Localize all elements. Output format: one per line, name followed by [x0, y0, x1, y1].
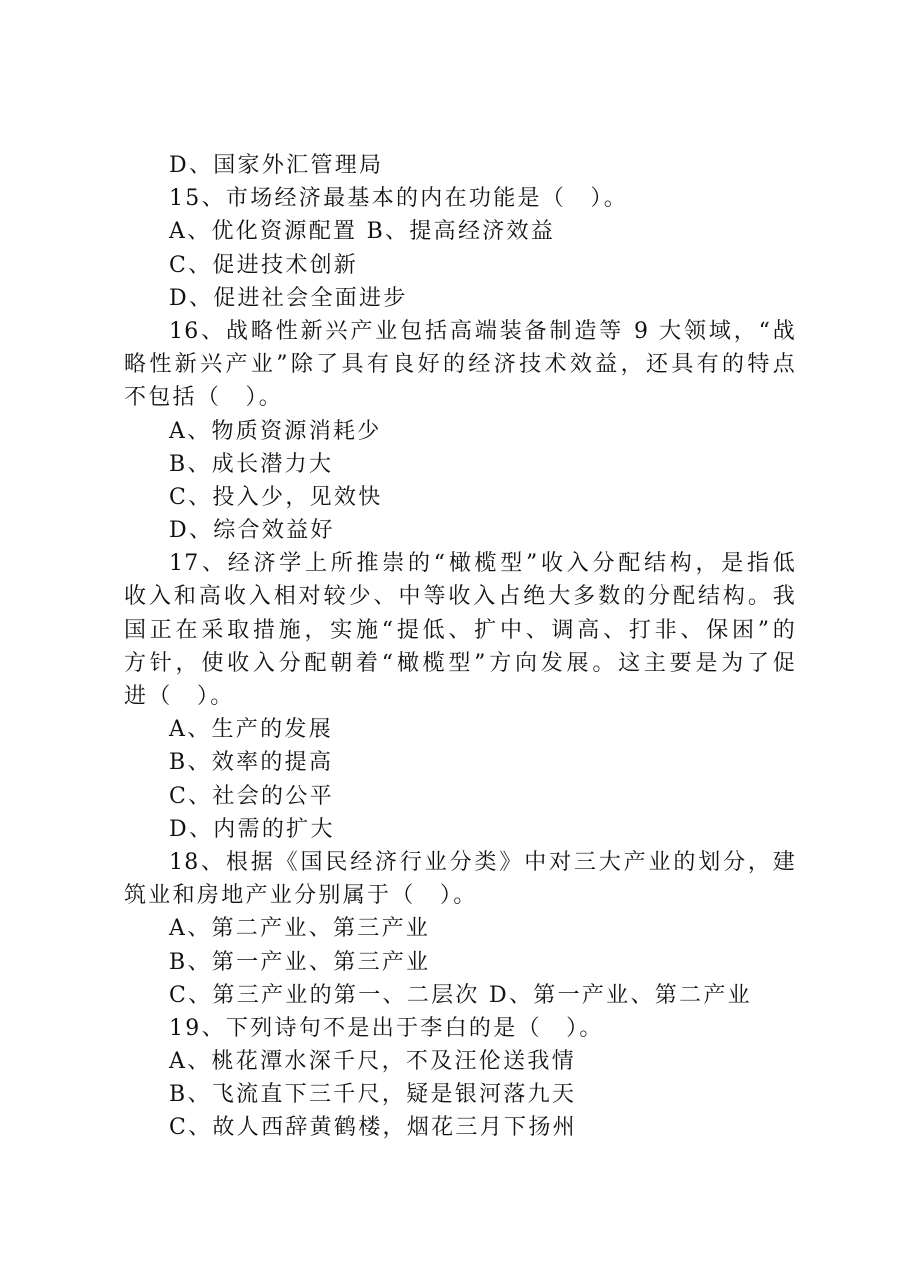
- text-line: 18、根据《国民经济行业分类》中对三大产业的划分，建: [169, 849, 796, 875]
- text-line: 进（ ）。: [124, 684, 235, 709]
- document-body: [124, 149, 796, 1145]
- text-line: D、内需的扩大: [169, 816, 335, 842]
- text-line: 收入和高收入相对较少、中等收入占绝大多数的分配结构。我: [124, 584, 796, 610]
- text-line: 16、战略性新兴产业包括高端装备制造等 9 大领域，“战: [169, 318, 796, 344]
- text-line: 17、经济学上所推崇的“橄榄型”收入分配结构，是指低: [169, 551, 796, 577]
- text-line: 方针，使收入分配朝着“橄榄型”方向发展。这主要是为了促: [124, 650, 796, 676]
- text-line: A、物质资源消耗少: [169, 418, 382, 444]
- text-line: 略性新兴产业”除了具有良好的经济技术效益，还具有的特点: [124, 352, 796, 378]
- text-line: C、故人西辞黄鹤楼，烟花三月下扬州: [169, 1115, 577, 1141]
- text-line: B、飞流直下三千尺，疑是银河落九天: [169, 1082, 577, 1108]
- text-line: D、国家外汇管理局: [169, 153, 384, 178]
- text-line: 不包括（ ）。: [124, 385, 284, 411]
- text-line: 国正在采取措施，实施“提低、扩中、调高、打非、保困”的: [124, 617, 796, 643]
- text-line: 筑业和房地产业分别属于（ ）。: [124, 883, 478, 909]
- text-line: 15、市场经济最基本的内在功能是（ ）。: [169, 186, 628, 212]
- text-line: B、成长潜力大: [169, 451, 334, 477]
- text-line: A、第二产业、第三产业: [169, 916, 431, 942]
- text-line: C、社会的公平: [169, 783, 334, 809]
- text-line: 19、下列诗句不是出于李白的是（ ）。: [169, 1015, 604, 1041]
- text-line: D、促进社会全面进步: [169, 285, 408, 311]
- text-line: B、第一产业、第三产业: [169, 949, 431, 975]
- text-line: A、生产的发展: [169, 717, 333, 743]
- text-line: A、优化资源配置 B、提高经济效益: [169, 219, 556, 245]
- text-line: D、综合效益好: [169, 518, 335, 544]
- text-line: C、促进技术创新: [169, 252, 359, 278]
- text-line: C、第三产业的第一、二层次 D、第一产业、第二产业: [169, 982, 752, 1008]
- text-line: B、效率的提高: [169, 750, 334, 776]
- text-line: C、投入少，见效快: [169, 484, 383, 510]
- text-line: A、桃花潭水深千尺，不及汪伦送我情: [169, 1049, 576, 1075]
